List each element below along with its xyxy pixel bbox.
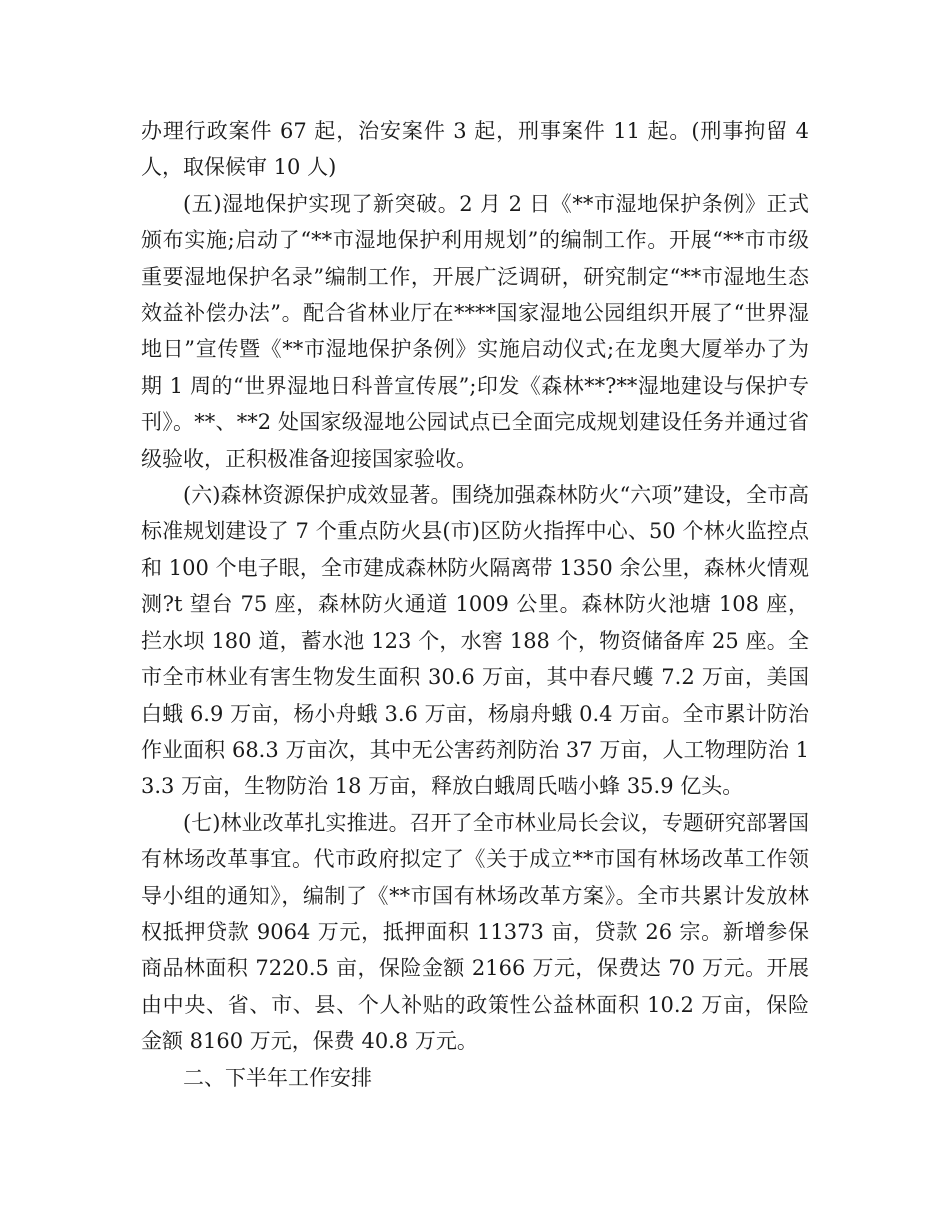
paragraph-forest-resource-protection: (六)森林资源保护成效显著。围绕加强森林防火“六项”建设，全市高标准规划建设了 7 个重点防火县(市)区防火指挥中心、50 个林火监控点和 100 个电子眼，全市建成森林防火隔离带 1350 余公里，森林火情观测?t 望台 75 座，森林防火通道 1009 公里。森林防火池塘 108 座，拦水坝 180 道，蓄水池 123 个，水窖 188 个，物资储备库 25 座。全市全市林业有害生物发生面积 30.6 万亩，其中春尺蠖 7.2 万亩，美国白蛾 6.9 万亩，杨小舟蛾 3.6 万亩，杨扇舟蛾 0.4 万亩。全市累计防治作业面积 68.3 万亩次，其中无公害药剂防治 37 万亩，人工物理防治 13.3 万亩，生物防治 18 万亩，释放白蛾周氏啮小蜂 35.9 亿头。 — [141, 483, 809, 799]
section-heading-second-half-plan: 二、下半年工作安排 — [183, 1065, 372, 1090]
paragraph-forestry-reform: (七)林业改革扎实推进。召开了全市林业局长会议，专题研究部署国有林场改革事宜。代市政府拟定了《关于成立**市国有林场改革工作领导小组的通知》，编制了《**市国有林场改革方案》。全市共累计发放林权抵押贷款 9064 万元，抵押面积 11373 亩，贷款 26 宗。新增参保商品林面积 7220.5 亩，保险金额 2166 万元，保费达 70 万元。开展由中央、省、市、县、个人补贴的政策性公益林面积 10.2 万亩，保险金额 8160 万元，保费 40.8 万元。 — [141, 810, 809, 1054]
document-body — [141, 113, 809, 1096]
paragraph-continuation: 办理行政案件 67 起，治安案件 3 起，刑事案件 11 起。(刑事拘留 4 人，取保候审 10 人) — [141, 119, 809, 180]
paragraph-wetland-protection: (五)湿地保护实现了新突破。2 月 2 日《**市湿地保护条例》正式颁布实施;启动了“**市湿地保护利用规划”的编制工作。开展“**市市级重要湿地保护名录”编制工作，开展广泛调研，研究制定“**市湿地生态效益补偿办法”。配合省林业厅在****国家湿地公园组织开展了“世界湿地日”宣传暨《**市湿地保护条例》实施启动仪式;在龙奥大厦举办了为期 1 周的“世界湿地日科普宣传展”;印发《森林**?**湿地建设与保护专刊》。**、**2 处国家级湿地公园试点已全面完成规划建设任务并通过省级验收，正积极准备迎接国家验收。 — [141, 191, 809, 471]
